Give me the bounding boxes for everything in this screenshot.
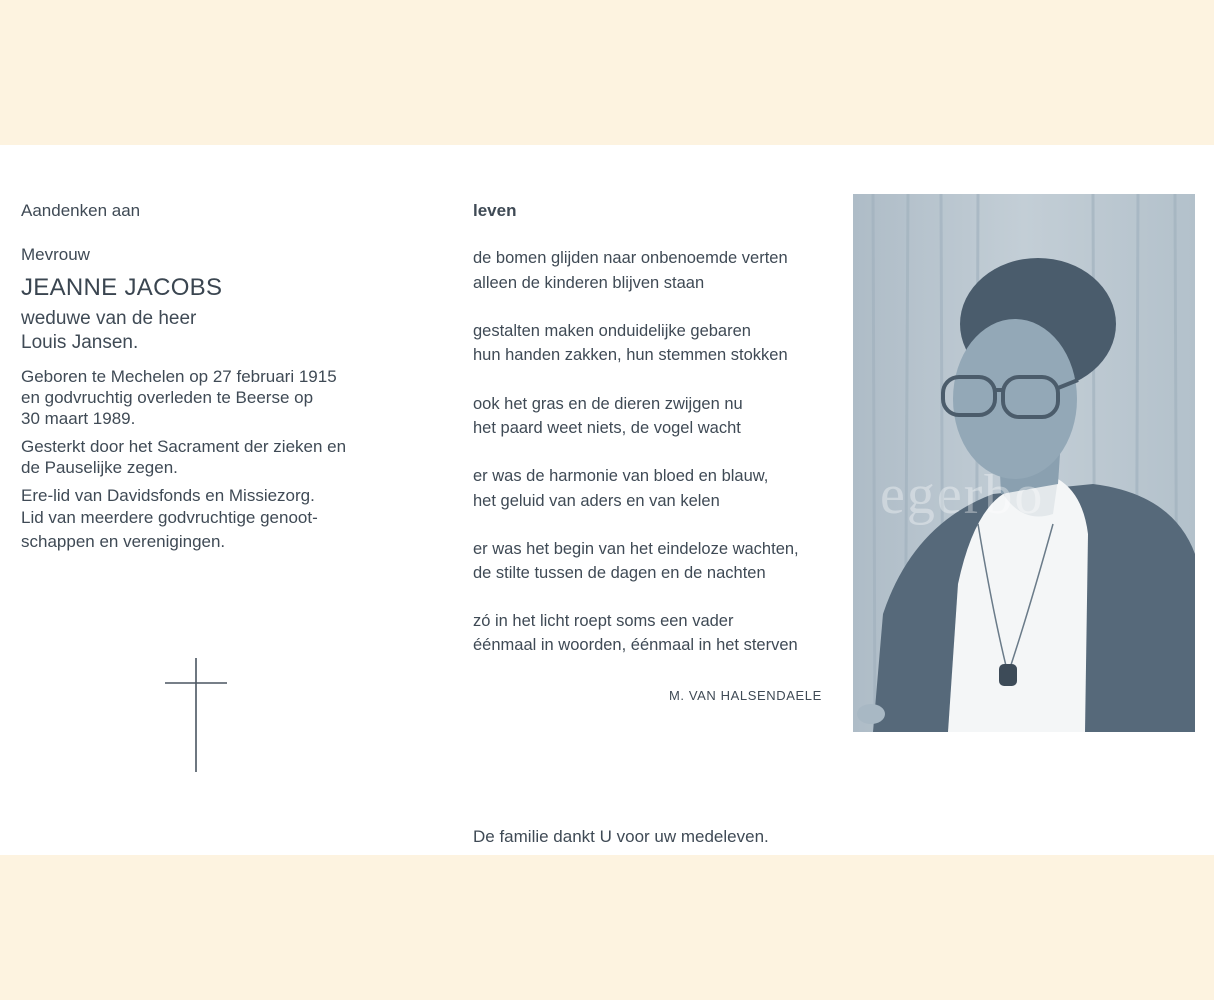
watermark-text: egerbo (880, 464, 1045, 526)
poem-title: leven (473, 201, 517, 220)
sacrament-line-2: de Pauselijke zegen. (21, 458, 178, 477)
poem-line: hun handen zakken, hun stemmen stokken (473, 346, 788, 364)
intro-text: Aandenken aan (21, 201, 141, 220)
birth-line-2: en godvruchtig overleden te Beerse op (21, 388, 314, 407)
sacrament-line-1: Gesterkt door het Sacrament der zieken en (21, 437, 347, 456)
deceased-name: JEANNE JACOBS (21, 274, 223, 301)
birth-line-1: Geboren te Mechelen op 27 februari 1915 (21, 367, 337, 386)
poem-line: gestalten maken onduidelijke gebaren (473, 322, 751, 340)
widow-line-2: Louis Jansen. (21, 332, 139, 353)
poem-line: er was het begin van het eindeloze wachten, (473, 540, 799, 558)
poem-line: alleen de kinderen blijven staan (473, 274, 705, 292)
birth-line-3: 30 maart 1989. (21, 409, 136, 428)
cross-icon (165, 658, 227, 772)
widow-line-1: weduwe van de heer (21, 308, 197, 329)
thanks-text: De familie dankt U voor uw medeleven. (473, 827, 769, 846)
poem-line: het geluid van aders en van kelen (473, 492, 720, 510)
poem-line: de stilte tussen de dagen en de nachten (473, 564, 766, 582)
poem-line: het paard weet niets, de vogel wacht (473, 419, 741, 437)
poem-line: de bomen glijden naar onbenoemde verten (473, 249, 788, 267)
poem-line: éénmaal in woorden, éénmaal in het sterven (473, 636, 798, 654)
memorial-card (0, 145, 1214, 855)
membership-line-3: schappen en verenigingen. (21, 532, 226, 551)
poem-line: zó in het licht roept soms een vader (473, 612, 734, 630)
membership-line-1: Ere-lid van Davidsfonds en Missiezorg. (21, 486, 315, 505)
membership-line-2: Lid van meerdere godvruchtige genoot- (21, 508, 318, 527)
poem-line: er was de harmonie van bloed en blauw, (473, 467, 769, 485)
honorific: Mevrouw (21, 245, 90, 264)
poem-author: M. VAN HALSENDAELE (669, 688, 822, 703)
poem-line: ook het gras en de dieren zwijgen nu (473, 395, 743, 413)
